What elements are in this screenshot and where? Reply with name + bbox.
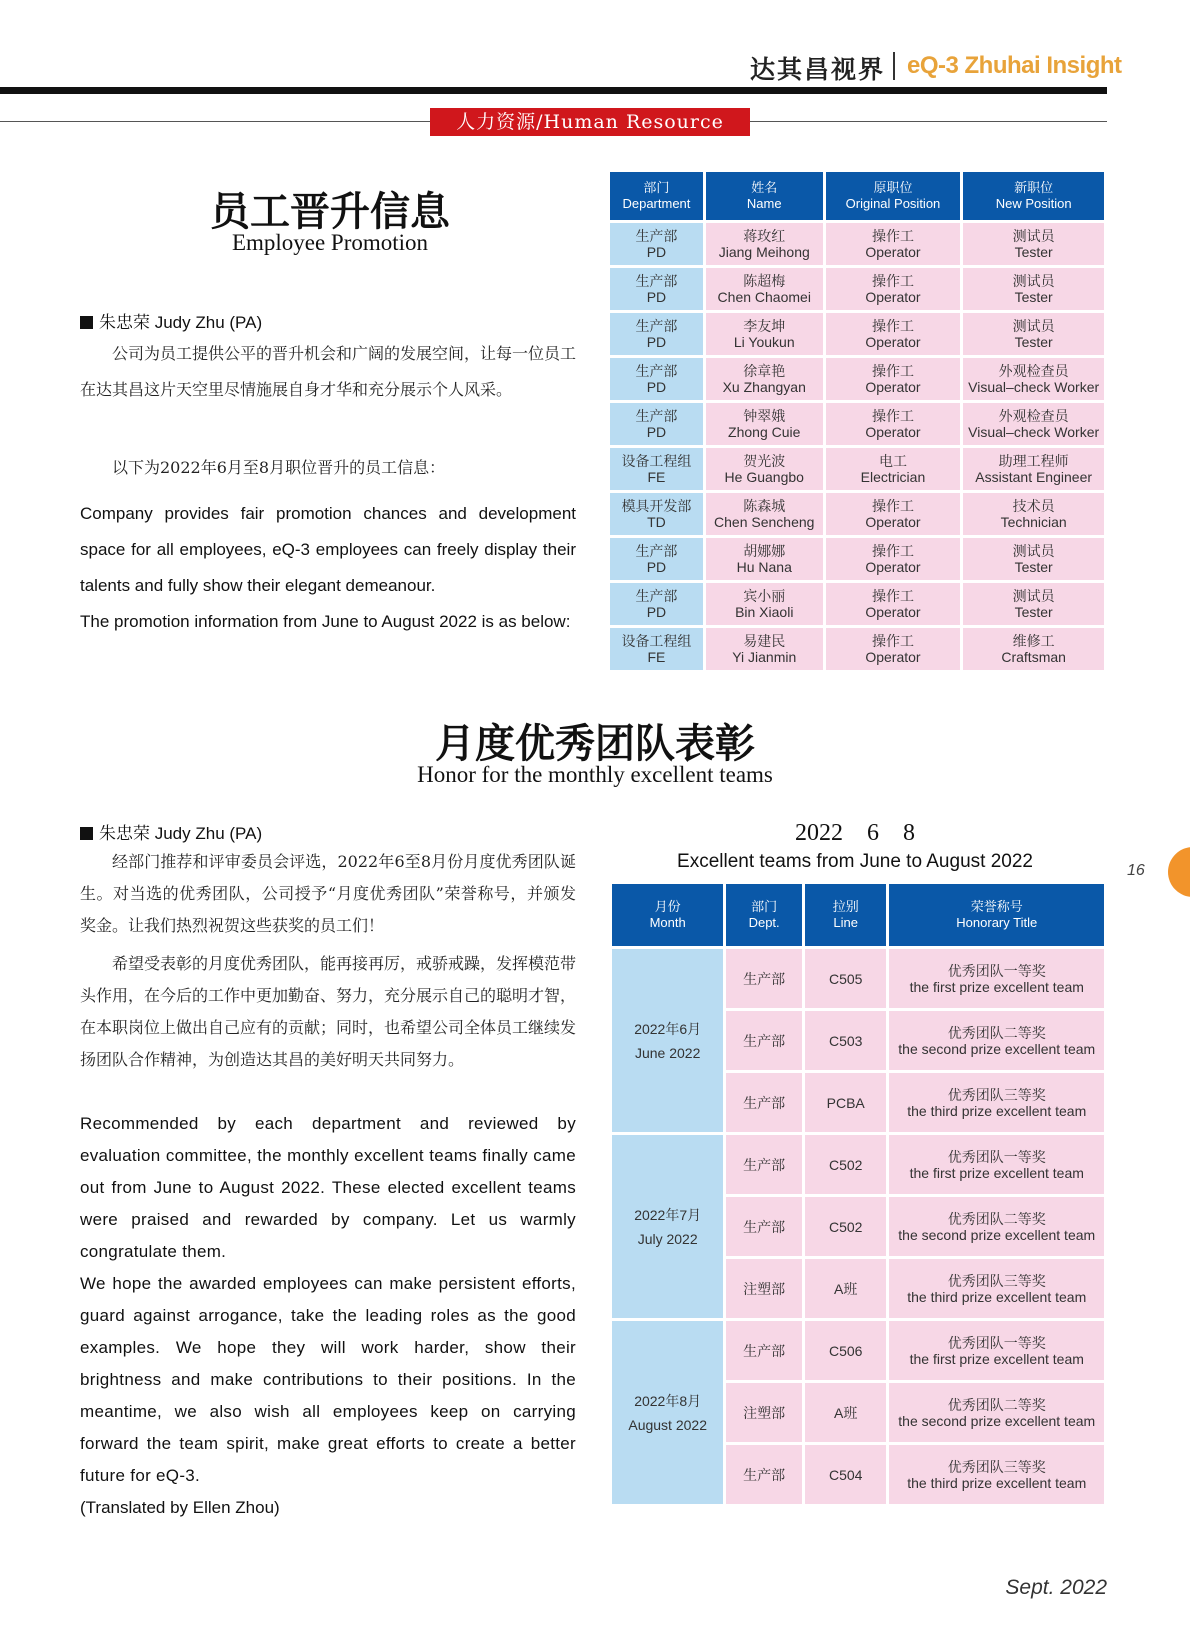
column-header-text: Honorary Title bbox=[956, 915, 1038, 930]
column-header bbox=[805, 884, 887, 946]
honorary-title-cell bbox=[889, 1383, 1104, 1442]
name-cell-text: 陈森城 bbox=[743, 498, 786, 514]
name-cell bbox=[706, 358, 823, 400]
department-cell bbox=[610, 628, 703, 670]
original-position-cell bbox=[826, 583, 961, 625]
line-cell bbox=[805, 1135, 887, 1194]
new-position-cell-text: Craftsman bbox=[1001, 649, 1066, 665]
promotion-paragraph-cn: 公司为员工提供公平的晋升机会和广阔的发展空间，让每一位员工在达其昌这片天空里尽情施展自身才华和充分展示个人风采。 bbox=[80, 344, 577, 399]
new-position-cell-text: 外观检查员 bbox=[998, 408, 1069, 424]
new-position-cell-text: 外观检查员 bbox=[998, 363, 1069, 379]
department-cell-text: 生产部 bbox=[635, 408, 678, 424]
dept-cell bbox=[726, 1073, 802, 1132]
name-cell-text: 钟翠娥 bbox=[743, 408, 786, 424]
promotion-intro-en: The promotion information from June to August 2022 is as below: bbox=[80, 612, 571, 631]
new-position-cell bbox=[963, 403, 1104, 445]
name-cell-text: 胡娜娜 bbox=[743, 543, 786, 559]
original-position-cell bbox=[826, 628, 961, 670]
name-cell-text: Jiang Meihong bbox=[718, 244, 810, 260]
new-position-cell-text: Tester bbox=[1014, 604, 1053, 620]
line-cell-text: C503 bbox=[828, 1032, 863, 1049]
column-header-text: Dept. bbox=[748, 915, 780, 930]
header-divider bbox=[893, 52, 895, 80]
month-cell-text: July 2022 bbox=[637, 1230, 698, 1247]
honorary-title-cell-text: 优秀团队一等奖 bbox=[947, 1148, 1046, 1165]
name-cell-text: Zhong Cuie bbox=[728, 424, 801, 440]
column-header bbox=[706, 172, 823, 220]
page-tab-marker bbox=[1168, 847, 1190, 897]
name-cell-text: 陈超梅 bbox=[743, 273, 786, 289]
line-cell bbox=[805, 1073, 887, 1132]
dept-cell-text: 注塑部 bbox=[743, 1280, 786, 1297]
new-position-cell-text: 测试员 bbox=[1012, 318, 1055, 334]
month-cell bbox=[612, 1135, 723, 1318]
dept-cell-text: 生产部 bbox=[743, 1032, 786, 1049]
honorary-title-cell-text: 优秀团队一等奖 bbox=[947, 962, 1046, 979]
line-cell-text: C506 bbox=[828, 1342, 863, 1359]
teams-title-cn: 月度优秀团队表彰 bbox=[435, 720, 755, 767]
honorary-title-cell-text: the first prize excellent team bbox=[909, 1350, 1084, 1367]
bullet-square-icon bbox=[80, 316, 93, 329]
promotion-paragraph-en: Company provides fair promotion chances and development space for all employees, eQ-3 employees can freely display their talents and fully show their elegant demeanour. bbox=[80, 504, 576, 595]
month-cell bbox=[612, 949, 723, 1132]
department-cell-text: 模具开发部 bbox=[621, 498, 692, 514]
line-cell bbox=[805, 1445, 887, 1504]
original-position-cell bbox=[826, 223, 961, 265]
line-cell-text: C505 bbox=[828, 970, 863, 987]
honorary-title-cell-text: 优秀团队三等奖 bbox=[947, 1086, 1046, 1103]
column-header bbox=[826, 172, 961, 220]
dept-cell-text: 生产部 bbox=[743, 1094, 786, 1111]
new-position-cell-text: 测试员 bbox=[1012, 588, 1055, 604]
department-cell-text: 生产部 bbox=[635, 588, 678, 604]
name-cell-text: Chen Chaomei bbox=[717, 289, 811, 305]
original-position-cell bbox=[826, 448, 961, 490]
department-cell-text: PD bbox=[646, 424, 667, 440]
original-position-cell-text: Operator bbox=[865, 649, 921, 665]
name-cell-text: 易建民 bbox=[743, 633, 786, 649]
column-header-text: New Position bbox=[995, 196, 1072, 211]
department-cell-text: PD bbox=[646, 559, 667, 575]
new-position-cell-text: Assistant Engineer bbox=[975, 469, 1093, 485]
department-cell-text: 设备工程组 bbox=[621, 633, 692, 649]
department-cell-text: PD bbox=[646, 289, 667, 305]
department-cell bbox=[610, 403, 703, 445]
column-header-text: 新职位 bbox=[1014, 180, 1054, 195]
name-cell bbox=[706, 493, 823, 535]
promotion-title-en: Employee Promotion bbox=[231, 230, 429, 255]
column-header-text: 部门 bbox=[643, 180, 670, 195]
new-position-cell-text: Technician bbox=[1000, 514, 1067, 530]
new-position-cell-text: Tester bbox=[1014, 559, 1053, 575]
original-position-cell-text: 操作工 bbox=[871, 273, 914, 289]
department-cell-text: 生产部 bbox=[635, 228, 678, 244]
table-row bbox=[610, 448, 1104, 490]
dept-cell bbox=[726, 1445, 802, 1504]
new-position-cell-text: 助理工程师 bbox=[998, 453, 1069, 469]
dept-cell-text: 生产部 bbox=[743, 1342, 786, 1359]
honorary-title-cell-text: 优秀团队二等奖 bbox=[947, 1210, 1046, 1227]
teams-byline bbox=[80, 819, 262, 844]
department-cell-text: 生产部 bbox=[635, 363, 678, 379]
honorary-title-cell-text: 优秀团队一等奖 bbox=[947, 1334, 1046, 1351]
table-row bbox=[610, 583, 1104, 625]
original-position-cell-text: Operator bbox=[865, 604, 921, 620]
original-position-cell bbox=[826, 358, 961, 400]
department-cell-text: PD bbox=[646, 244, 667, 260]
department-cell-text: PD bbox=[646, 379, 667, 395]
new-position-cell bbox=[963, 358, 1104, 400]
column-header-text: Department bbox=[622, 196, 691, 211]
column-header bbox=[889, 884, 1104, 946]
column-header-text: 原职位 bbox=[873, 180, 913, 195]
line-cell-text: C502 bbox=[828, 1218, 863, 1235]
teams-title-en: Honor for the monthly excellent teams bbox=[417, 762, 773, 787]
column-header-text: Line bbox=[833, 915, 858, 930]
department-cell bbox=[610, 223, 703, 265]
original-position-cell-text: 操作工 bbox=[871, 588, 914, 604]
department-cell bbox=[610, 313, 703, 355]
original-position-cell-text: Operator bbox=[865, 289, 921, 305]
magazine-title-en: eQ-3 Zhuhai Insight bbox=[907, 52, 1122, 79]
name-cell bbox=[706, 583, 823, 625]
original-position-cell-text: Operator bbox=[865, 514, 921, 530]
honorary-title-cell-text: the second prize excellent team bbox=[898, 1040, 1096, 1057]
month-cell-text: 2022年6月 bbox=[634, 1020, 702, 1037]
table-row bbox=[612, 949, 1104, 1008]
line-cell bbox=[805, 1259, 887, 1318]
new-position-cell-text: Visual–check Worker bbox=[968, 424, 1100, 440]
original-position-cell-text: Operator bbox=[865, 379, 921, 395]
original-position-cell bbox=[826, 538, 961, 580]
column-header bbox=[612, 884, 723, 946]
new-position-cell-text: 测试员 bbox=[1012, 228, 1055, 244]
dept-cell bbox=[726, 1321, 802, 1380]
original-position-cell-text: Operator bbox=[865, 559, 921, 575]
name-cell-text: Bin Xiaoli bbox=[735, 604, 794, 620]
table-row bbox=[610, 223, 1104, 265]
header-rule bbox=[0, 87, 1107, 94]
new-position-cell-text: 测试员 bbox=[1012, 543, 1055, 559]
table-row bbox=[612, 1321, 1104, 1380]
name-cell bbox=[706, 313, 823, 355]
new-position-cell bbox=[963, 493, 1104, 535]
promotion-title-cn: 员工晋升信息 bbox=[210, 188, 450, 235]
department-cell bbox=[610, 583, 703, 625]
original-position-cell-text: Operator bbox=[865, 424, 921, 440]
month-cell bbox=[612, 1321, 723, 1504]
honorary-title-cell bbox=[889, 949, 1104, 1008]
original-position-cell-text: 操作工 bbox=[871, 498, 914, 514]
table-row bbox=[610, 358, 1104, 400]
line-cell-text: C502 bbox=[828, 1156, 863, 1173]
honorary-title-cell-text: 优秀团队三等奖 bbox=[947, 1458, 1046, 1475]
teams-paragraph-en-1: Recommended by each department and reviewed by evaluation committee, the monthly excellent teams finally came out from June to August 2022. These elected excellent teams were praised and rewarded by company. Let us warmly congratulate them. bbox=[80, 1114, 576, 1261]
new-position-cell bbox=[963, 628, 1104, 670]
dept-cell-text: 生产部 bbox=[743, 1218, 786, 1235]
line-cell-text: PCBA bbox=[826, 1094, 865, 1111]
table-row bbox=[610, 313, 1104, 355]
teams-author: 朱忠荣 Judy Zhu (PA) bbox=[99, 824, 263, 843]
honorary-title-cell-text: 优秀团队二等奖 bbox=[947, 1024, 1046, 1041]
line-cell bbox=[805, 1197, 887, 1256]
original-position-cell bbox=[826, 493, 961, 535]
original-position-cell bbox=[826, 403, 961, 445]
department-cell bbox=[610, 358, 703, 400]
bullet-square-icon bbox=[80, 827, 93, 840]
teams-table-year: 2022 6 8 bbox=[795, 820, 915, 846]
name-cell-text: Xu Zhangyan bbox=[722, 379, 806, 395]
dept-cell bbox=[726, 949, 802, 1008]
column-header-text: 荣誉称号 bbox=[970, 899, 1023, 914]
new-position-cell-text: Visual–check Worker bbox=[968, 379, 1100, 395]
month-cell-text: 2022年8月 bbox=[634, 1392, 702, 1409]
dept-cell-text: 注塑部 bbox=[743, 1404, 786, 1421]
honorary-title-cell-text: 优秀团队三等奖 bbox=[947, 1272, 1046, 1289]
line-cell-text: A班 bbox=[834, 1404, 858, 1421]
page-number: 16 bbox=[1127, 862, 1145, 879]
promotion-byline bbox=[80, 308, 262, 333]
honorary-title-cell-text: the third prize excellent team bbox=[907, 1288, 1087, 1305]
department-cell-text: FE bbox=[647, 649, 666, 665]
honorary-title-cell bbox=[889, 1321, 1104, 1380]
name-cell-text: 宾小丽 bbox=[743, 588, 786, 604]
department-cell bbox=[610, 268, 703, 310]
department-cell bbox=[610, 493, 703, 535]
honorary-title-cell bbox=[889, 1197, 1104, 1256]
department-cell bbox=[610, 538, 703, 580]
column-header-text: 月份 bbox=[654, 899, 681, 914]
name-cell-text: 李友坤 bbox=[743, 318, 786, 334]
dept-cell-text: 生产部 bbox=[743, 1156, 786, 1173]
original-position-cell-text: 操作工 bbox=[871, 408, 914, 424]
new-position-cell-text: Tester bbox=[1014, 289, 1053, 305]
honorary-title-cell bbox=[889, 1259, 1104, 1318]
honorary-title-cell bbox=[889, 1445, 1104, 1504]
name-cell-text: Chen Sencheng bbox=[714, 514, 815, 530]
original-position-cell-text: 操作工 bbox=[871, 363, 914, 379]
dept-cell bbox=[726, 1259, 802, 1318]
dept-cell bbox=[726, 1383, 802, 1442]
name-cell bbox=[706, 403, 823, 445]
column-header-text: Original Position bbox=[845, 196, 941, 211]
new-position-cell-text: 技术员 bbox=[1012, 498, 1055, 514]
teams-paragraph-cn-2: 希望受表彰的月度优秀团队，能再接再厉，戒骄戒躁，发挥模范带头作用，在今后的工作中更加勤奋、努力，充分展示自己的聪明才智，在本职岗位上做出自己应有的贡献；同时，也希望公司全体员工继续发扬团队合作精神，为创造达其昌的美好明天共同努力。 bbox=[80, 954, 577, 1069]
table-row bbox=[610, 493, 1104, 535]
honorary-title-cell-text: the first prize excellent team bbox=[909, 978, 1084, 995]
new-position-cell bbox=[963, 223, 1104, 265]
teams-translator: (Translated by Ellen Zhou) bbox=[80, 1498, 280, 1517]
department-cell-text: PD bbox=[646, 604, 667, 620]
name-cell-text: Li Youkun bbox=[733, 334, 795, 350]
original-position-cell-text: Operator bbox=[865, 244, 921, 260]
teams-table bbox=[609, 881, 1107, 1507]
original-position-cell-text: 操作工 bbox=[871, 633, 914, 649]
column-header-text: Name bbox=[746, 196, 782, 211]
name-cell-text: Hu Nana bbox=[736, 559, 792, 575]
original-position-cell-text: 操作工 bbox=[871, 228, 914, 244]
name-cell-text: 蒋玫红 bbox=[743, 228, 786, 244]
column-header-text: 姓名 bbox=[751, 180, 778, 195]
column-header bbox=[726, 884, 802, 946]
section-label: 人力资源/Human Resource bbox=[430, 108, 750, 136]
month-cell-text: August 2022 bbox=[628, 1416, 707, 1433]
honorary-title-cell bbox=[889, 1011, 1104, 1070]
name-cell bbox=[706, 628, 823, 670]
line-cell-text: A班 bbox=[834, 1280, 858, 1297]
name-cell bbox=[706, 268, 823, 310]
name-cell bbox=[706, 448, 823, 490]
original-position-cell-text: 操作工 bbox=[871, 318, 914, 334]
line-cell-text: C504 bbox=[828, 1466, 863, 1483]
honorary-title-cell-text: 优秀团队二等奖 bbox=[947, 1396, 1046, 1413]
department-cell-text: 生产部 bbox=[635, 273, 678, 289]
line-cell bbox=[805, 1011, 887, 1070]
department-cell-text: TD bbox=[647, 514, 666, 530]
column-header-text: 部门 bbox=[751, 899, 778, 914]
magazine-title-cn: 达其昌视界 bbox=[750, 55, 886, 84]
line-cell bbox=[805, 1321, 887, 1380]
honorary-title-cell-text: the second prize excellent team bbox=[898, 1412, 1096, 1429]
promotion-table bbox=[607, 169, 1107, 673]
department-cell-text: PD bbox=[646, 334, 667, 350]
new-position-cell bbox=[963, 268, 1104, 310]
honorary-title-cell-text: the third prize excellent team bbox=[907, 1474, 1087, 1491]
name-cell-text: He Guangbo bbox=[724, 469, 804, 485]
honorary-title-cell-text: the third prize excellent team bbox=[907, 1102, 1087, 1119]
honorary-title-cell-text: the second prize excellent team bbox=[898, 1226, 1096, 1243]
honorary-title-cell bbox=[889, 1073, 1104, 1132]
column-header-text: 拉别 bbox=[832, 899, 859, 914]
column-header-text: Month bbox=[649, 915, 686, 930]
new-position-cell-text: Tester bbox=[1014, 244, 1053, 260]
dept-cell bbox=[726, 1135, 802, 1194]
name-cell bbox=[706, 538, 823, 580]
dept-cell-text: 生产部 bbox=[743, 1466, 786, 1483]
new-position-cell bbox=[963, 583, 1104, 625]
issue-date: Sept. 2022 bbox=[1005, 1576, 1107, 1599]
original-position-cell-text: Operator bbox=[865, 334, 921, 350]
month-cell-text: 2022年7月 bbox=[634, 1206, 702, 1223]
dept-cell-text: 生产部 bbox=[743, 970, 786, 987]
table-row bbox=[610, 403, 1104, 445]
original-position-cell bbox=[826, 268, 961, 310]
original-position-cell-text: 操作工 bbox=[871, 543, 914, 559]
promotion-intro-cn: 以下为2022年6月至8月职位晋升的员工信息： bbox=[112, 458, 446, 477]
teams-paragraph-en-2: We hope the awarded employees can make persistent efforts, guard against arrogance, take the leading roles as the good examples. We hope they will work harder, show their brightness and make contributions to their positions. In the meantime, we also wish all employees keep on carrying forward the team spirit, make great efforts to create a better future for eQ-3. bbox=[80, 1274, 576, 1485]
department-cell-text: FE bbox=[647, 469, 666, 485]
table-row bbox=[612, 1135, 1104, 1194]
new-position-cell-text: 测试员 bbox=[1012, 273, 1055, 289]
honorary-title-cell bbox=[889, 1135, 1104, 1194]
line-cell bbox=[805, 949, 887, 1008]
original-position-cell bbox=[826, 313, 961, 355]
department-cell-text: 设备工程组 bbox=[621, 453, 692, 469]
table-row bbox=[610, 628, 1104, 670]
new-position-cell-text: 维修工 bbox=[1012, 633, 1055, 649]
department-cell bbox=[610, 448, 703, 490]
dept-cell bbox=[726, 1011, 802, 1070]
new-position-cell bbox=[963, 448, 1104, 490]
original-position-cell-text: Electrician bbox=[860, 469, 926, 485]
name-cell-text: 贺光波 bbox=[743, 453, 786, 469]
department-cell-text: 生产部 bbox=[635, 318, 678, 334]
teams-table-subtitle: Excellent teams from June to August 2022 bbox=[677, 851, 1033, 872]
column-header bbox=[963, 172, 1104, 220]
new-position-cell bbox=[963, 313, 1104, 355]
column-header bbox=[610, 172, 703, 220]
new-position-cell-text: Tester bbox=[1014, 334, 1053, 350]
name-cell bbox=[706, 223, 823, 265]
name-cell-text: Yi Jianmin bbox=[732, 649, 797, 665]
month-cell-text: June 2022 bbox=[634, 1044, 701, 1061]
new-position-cell bbox=[963, 538, 1104, 580]
dept-cell bbox=[726, 1197, 802, 1256]
line-cell bbox=[805, 1383, 887, 1442]
name-cell-text: 徐章艳 bbox=[743, 363, 786, 379]
teams-paragraph-cn-1: 经部门推荐和评审委员会评选，2022年6至8月份月度优秀团队诞生。对当选的优秀团队，公司授予“月度优秀团队”荣誉称号，并颁发奖金。让我们热烈祝贺这些获奖的员工们！ bbox=[80, 852, 576, 935]
promotion-author: 朱忠荣 Judy Zhu (PA) bbox=[99, 313, 263, 332]
table-row bbox=[610, 538, 1104, 580]
original-position-cell-text: 电工 bbox=[878, 453, 907, 469]
table-row bbox=[610, 268, 1104, 310]
department-cell-text: 生产部 bbox=[635, 543, 678, 559]
honorary-title-cell-text: the first prize excellent team bbox=[909, 1164, 1084, 1181]
